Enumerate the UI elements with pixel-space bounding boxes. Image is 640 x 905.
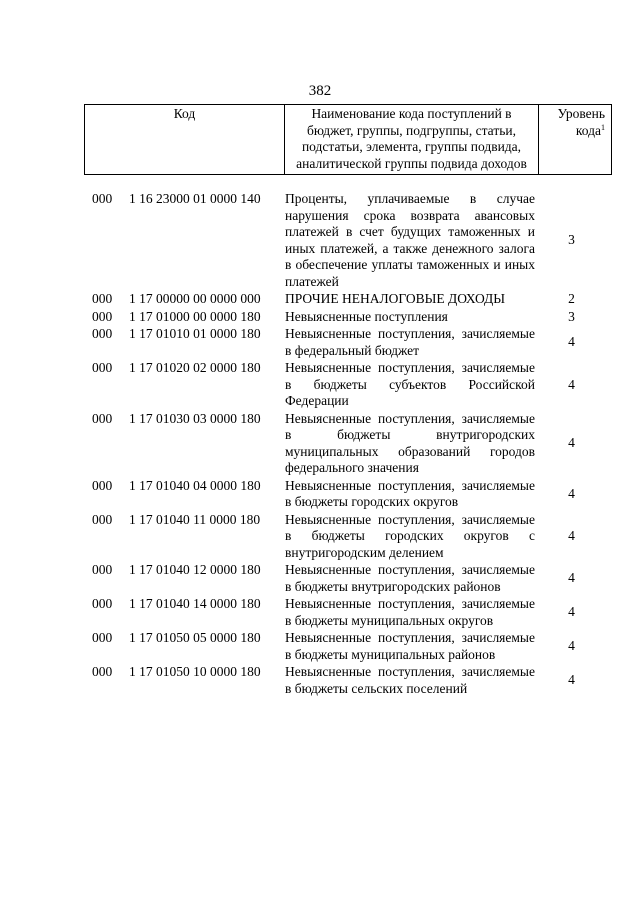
table-row — [92, 360, 598, 411]
table-row — [92, 596, 598, 630]
row-income-code: 1 17 01030 03 0000 180 — [129, 410, 261, 426]
row-income-code: 1 17 01050 10 0000 180 — [129, 664, 261, 679]
header-level: Уровень кода — [557, 106, 605, 138]
row-code-level: 4 — [568, 334, 575, 350]
row-code-level: 4 — [568, 672, 575, 688]
table-row — [92, 664, 598, 698]
table-row — [92, 411, 598, 478]
table-body — [92, 191, 598, 698]
table-row — [92, 309, 598, 327]
row-admin-code: 000 — [92, 477, 113, 493]
row-income-name: Невыясненные поступления, зачисляемые в бюджеты городских округов с внутригородским делением — [285, 511, 535, 560]
row-code-level: 4 — [568, 638, 575, 654]
table-row — [92, 562, 598, 596]
row-income-code: 1 17 01040 04 0000 180 — [129, 477, 261, 493]
table-row — [92, 291, 598, 309]
row-code-level: 4 — [568, 528, 575, 543]
row-income-name: Проценты, уплачиваемые в случае нарушения срока возврата авансовых платежей в счет будущих таможенных и иных платежей, а также денежного залога в обеспечение уплаты таможенных и иных платежей — [285, 191, 535, 289]
row-admin-code: 000 — [92, 664, 113, 679]
row-income-name: Невыясненные поступления, зачисляемые в бюджеты муниципальных районов — [285, 630, 535, 662]
row-code-level: 2 — [568, 291, 575, 306]
row-admin-code: 000 — [92, 360, 113, 375]
table-row — [92, 512, 598, 563]
row-income-code: 1 17 01040 12 0000 180 — [129, 562, 261, 577]
row-income-code: 1 16 23000 01 0000 140 — [129, 191, 261, 206]
table-row — [92, 326, 598, 360]
row-income-name: Невыясненные поступления, зачисляемые в бюджеты субъектов Российской Федерации — [285, 360, 535, 408]
row-code-level: 4 — [568, 376, 575, 392]
table-header — [84, 104, 612, 175]
row-admin-code: 000 — [92, 291, 113, 306]
row-code-level: 4 — [568, 570, 575, 586]
row-income-name: Невыясненные поступления, зачисляемые в бюджеты сельских поселений — [285, 664, 535, 696]
row-code-level: 4 — [568, 485, 575, 501]
row-income-code: 1 17 01040 11 0000 180 — [129, 511, 261, 527]
row-admin-code: 000 — [92, 596, 113, 611]
table-rows — [92, 191, 598, 698]
header-level-cell — [539, 105, 612, 175]
row-income-code: 1 17 01050 05 0000 180 — [129, 630, 261, 645]
table-header-row — [85, 105, 612, 175]
row-admin-code: 000 — [92, 410, 113, 426]
row-admin-code: 000 — [92, 511, 113, 527]
row-admin-code: 000 — [92, 308, 113, 324]
row-code-level: 3 — [568, 308, 575, 324]
row-admin-code: 000 — [92, 326, 113, 341]
row-income-name: ПРОЧИЕ НЕНАЛОГОВЫЕ ДОХОДЫ — [285, 291, 506, 306]
header-code: Код — [85, 105, 285, 175]
row-admin-code: 000 — [92, 562, 113, 577]
table-row — [92, 191, 598, 291]
row-income-name: Невыясненные поступления, зачисляемые в бюджеты муниципальных округов — [285, 596, 535, 628]
row-income-code: 1 17 01010 01 0000 180 — [129, 326, 261, 341]
table-row — [92, 478, 598, 512]
row-code-level: 4 — [568, 435, 575, 451]
header-level-footnote: 1 — [601, 122, 605, 132]
row-code-level: 3 — [568, 232, 575, 248]
row-admin-code: 000 — [92, 630, 113, 645]
row-code-level: 4 — [568, 604, 575, 620]
row-income-code: 1 17 01000 00 0000 180 — [129, 308, 261, 324]
row-income-name: Невыясненные поступления, зачисляемые в бюджеты внутригородских районов — [285, 562, 535, 594]
table-row — [92, 630, 598, 664]
row-income-code: 1 17 00000 00 0000 000 — [129, 291, 261, 306]
row-income-code: 1 17 01020 02 0000 180 — [129, 360, 261, 375]
row-admin-code: 000 — [92, 191, 113, 206]
row-income-code: 1 17 01040 14 0000 180 — [129, 596, 261, 611]
header-name: Наименование кода поступлений в бюджет, группы, подгруппы, статьи, подстатьи, элемента, группы подвида, аналитической группы подвида доходов — [285, 105, 539, 175]
row-income-name: Невыясненные поступления, зачисляемые в бюджеты городских округов — [285, 477, 535, 509]
row-income-name: Невыясненные поступления, зачисляемые в федеральный бюджет — [285, 326, 535, 358]
row-income-name: Невыясненные поступления, зачисляемые в бюджеты внутригородских муниципальных образований городов федерального значения — [285, 410, 535, 475]
row-income-name: Невыясненные поступления — [285, 308, 448, 324]
page-number: 382 — [308, 83, 332, 99]
